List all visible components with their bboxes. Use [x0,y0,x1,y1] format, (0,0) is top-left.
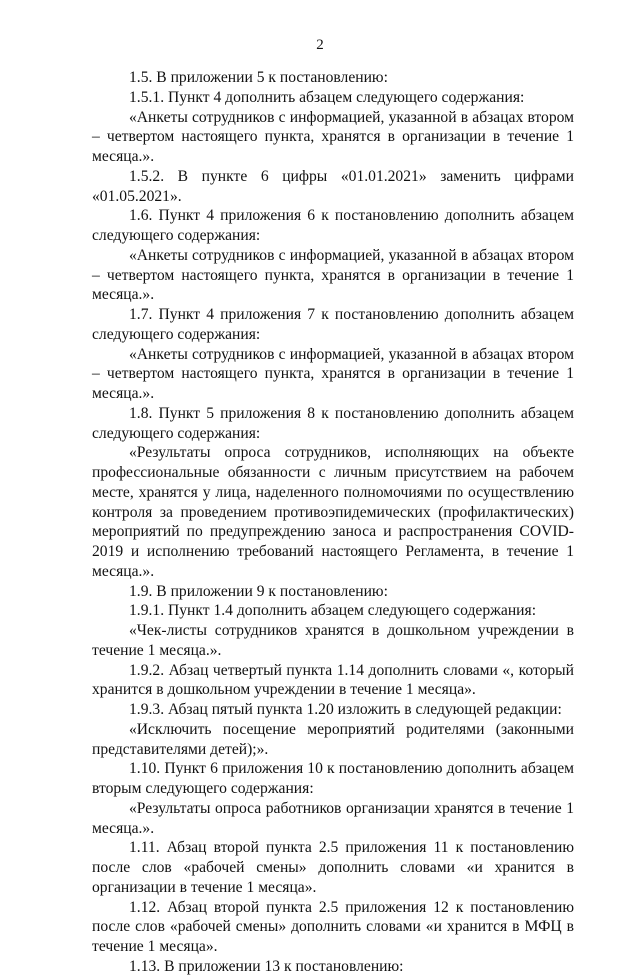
paragraph: «Анкеты сотрудников с информацией, указанной в абзацах втором – четвертом настоящего пункта, хранятся в организации в течение 1 месяца.». [92,246,574,304]
paragraph: 1.13. В приложении 13 к постановлению: [129,957,404,975]
paragraph: 1.11. Абзац второй пункта 2.5 приложения 11 к постановлению после слов «рабочей смены» дополнить словами «и хранится в организации в течение 1 месяца». [92,839,574,896]
paragraph: 1.9.3. Абзац пятый пункта 1.20 изложить в следующей редакции: [129,701,562,718]
paragraph: 1.9. В приложении 9 к постановлению: [129,582,388,600]
paragraph: 1.5.2. В пункте 6 цифры «01.01.2021» заменить цифрами «01.05.2021». [92,167,574,205]
paragraph: 1.9.1. Пункт 1.4 дополнить абзацем следующего содержания: [129,602,537,620]
page-number: 2 [316,37,324,53]
paragraph: «Исключить посещение мероприятий родителями (законными представителями детей);». [92,720,574,758]
paragraph: «Анкеты сотрудников с информацией, указанной в абзацах втором – четвертом настоящего пункта, хранятся в организации в течение 1 месяца.». [92,108,574,165]
paragraph: 1.5. В приложении 5 к постановлению: [129,69,388,86]
paragraph: 1.9.2. Абзац четвертый пункта 1.14 дополнить словами «, который хранится в дошкольном учреждении в течение 1 месяца». [92,661,574,699]
document-body [92,68,574,977]
paragraph: 1.8. Пункт 5 приложения 8 к постановлению дополнить абзацем следующего содержания: [92,404,574,442]
paragraph: «Чек-листы сотрудников хранятся в дошкольном учреждении в течение 1 месяца.». [92,622,574,659]
paragraph: 1.7. Пункт 4 приложения 7 к постановлению дополнить абзацем следующего содержания: [92,306,574,343]
paragraph: 1.12. Абзац второй пункта 2.5 приложения 12 к постановлению после слов «рабочей смены» дополнить словами «и хранится в МФЦ в течение 1 месяца». [92,898,574,955]
paragraph: 1.5.1. Пункт 4 дополнить абзацем следующего содержания: [129,88,525,106]
paragraph: «Результаты опроса сотрудников, исполняющих на объекте профессиональные обязанности с личным присутствием на рабочем месте, хранятся у лица, наделенного полномочиями по осуществлению контроля за проведением противоэпидемических (профилактических) мероприятий по предупреждению заноса и распространения COVID-2019 и исполнению требований настоящего Регламента, в течение 1 месяца.». [92,444,574,580]
paragraph: «Результаты опроса работников организации хранятся в течение 1 месяца.». [92,799,574,837]
paragraph: «Анкеты сотрудников с информацией, указанной в абзацах втором – четвертом настоящего пункта, хранятся в организации в течение 1 месяца.». [92,345,574,402]
paragraph: 1.6. Пункт 4 приложения 6 к постановлению дополнить абзацем следующего содержания: [92,207,574,244]
paragraph: 1.10. Пункт 6 приложения 10 к постановлению дополнить абзацем вторым следующего содержания: [92,760,574,797]
